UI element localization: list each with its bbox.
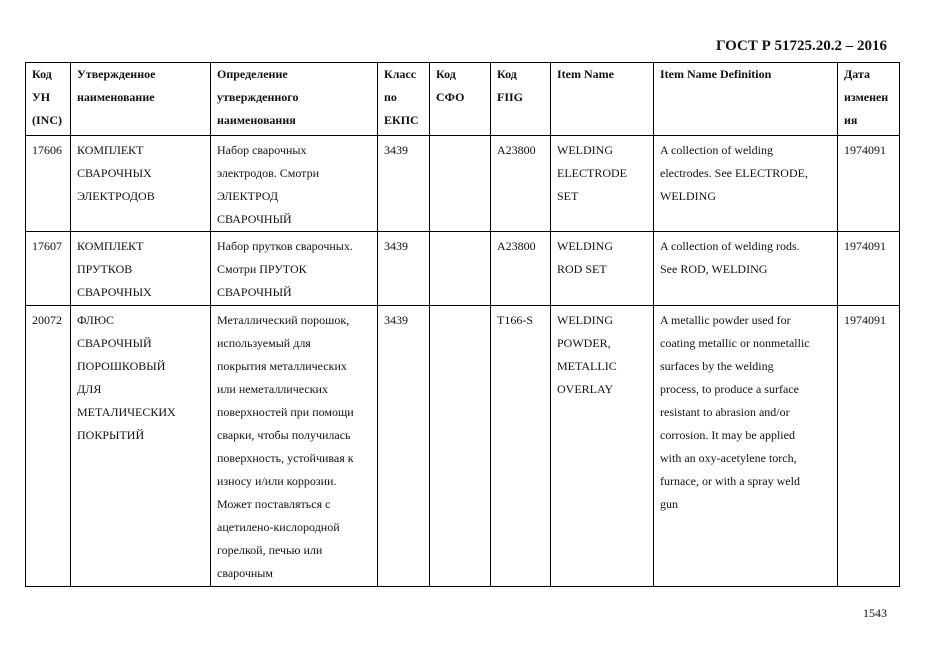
item-name-cell <box>551 306 654 587</box>
table-row <box>26 306 900 587</box>
cell-line: поверхность, устойчивая к <box>217 451 354 465</box>
cell-line: (INC) <box>32 113 62 127</box>
change-date-cell <box>838 232 900 306</box>
cell-line: SET <box>557 189 579 203</box>
cell-line: resistant to abrasion and/or <box>660 405 790 419</box>
cell-line: Код <box>497 67 517 81</box>
cell-line: 17607 <box>32 239 62 253</box>
cell-line: МЕТАЛИЧЕСКИХ <box>77 405 176 419</box>
cell-line: СВАРОЧНЫХ <box>77 166 152 180</box>
change-date-cell <box>838 306 900 587</box>
approved-name-cell <box>71 136 211 232</box>
cell-line: 20072 <box>32 313 62 327</box>
cell-line: 1974091 <box>844 143 886 157</box>
item-definition-cell <box>654 136 838 232</box>
item-name-cell <box>551 232 654 306</box>
cell-line: A collection of welding <box>660 143 773 157</box>
cell-line: Item Name Definition <box>660 67 772 81</box>
approved-name-cell <box>71 232 211 306</box>
header-change-date <box>838 63 900 136</box>
cell-line: 1974091 <box>844 239 886 253</box>
cell-line: ДЛЯ <box>77 382 102 396</box>
item-name-cell <box>551 136 654 232</box>
header-name-definition <box>211 63 378 136</box>
cell-line: наименования <box>217 113 296 127</box>
cell-line: по <box>384 90 397 104</box>
cell-line: ELECTRODE <box>557 166 627 180</box>
cell-line: POWDER, <box>557 336 611 350</box>
cell-line: A23800 <box>497 143 536 157</box>
cell-line: ПОРОШКОВЫЙ <box>77 359 166 373</box>
cell-line: УН <box>32 90 51 104</box>
cell-line: WELDING <box>557 143 613 157</box>
cell-line: OVERLAY <box>557 382 614 396</box>
cell-line: утвержденного <box>217 90 299 104</box>
cell-line: покрытия металлических <box>217 359 347 373</box>
cell-line: СВАРОЧНЫЙ <box>217 285 292 299</box>
cell-line: corrosion. It may be applied <box>660 428 795 442</box>
ekps-class-cell <box>378 306 430 587</box>
inc-code-cell <box>26 136 71 232</box>
cell-line: СВАРОЧНЫЙ <box>77 336 152 350</box>
cell-line: A metallic powder used for <box>660 313 791 327</box>
cell-line: ия <box>844 113 858 127</box>
cell-line: ROD SET <box>557 262 607 276</box>
header-fiig-code <box>491 63 551 136</box>
cell-line: Дата <box>844 67 870 81</box>
cell-line: Набор прутков сварочных. <box>217 239 353 253</box>
cell-line: 3439 <box>384 313 408 327</box>
cell-line: 17606 <box>32 143 62 157</box>
definition-cell <box>211 232 378 306</box>
cell-line: Код <box>32 67 52 81</box>
header-item-name-definition <box>654 63 838 136</box>
cell-line: горелкой, печью или <box>217 543 323 557</box>
cell-line: Определение <box>217 67 288 81</box>
item-definition-cell <box>654 232 838 306</box>
header-approved-name <box>71 63 211 136</box>
ekps-class-cell <box>378 136 430 232</box>
sfo-code-cell <box>430 232 491 306</box>
cell-line: ЭЛЕКТРОДОВ <box>77 189 155 203</box>
inc-code-cell <box>26 306 71 587</box>
cell-line: FIIG <box>497 90 524 104</box>
cell-line: поверхностей при помощи <box>217 405 354 419</box>
definition-cell <box>211 136 378 232</box>
cell-line: with an oxy-acetylene torch, <box>660 451 797 465</box>
header-ekps-class <box>378 63 430 136</box>
fiig-code-cell <box>491 306 551 587</box>
cell-line: WELDING <box>660 189 716 203</box>
page-number: 1543 <box>863 606 887 620</box>
cell-line: T166-S <box>497 313 533 327</box>
cell-line: Код <box>436 67 456 81</box>
cell-line: coating metallic or nonmetallic <box>660 336 810 350</box>
item-definition-cell <box>654 306 838 587</box>
cell-line: сварки, чтобы получилась <box>217 428 351 442</box>
cell-line: сварочным <box>217 566 273 580</box>
approved-name-cell <box>71 306 211 587</box>
sfo-code-cell <box>430 306 491 587</box>
fiig-code-cell <box>491 136 551 232</box>
cell-line: изменен <box>844 90 889 104</box>
catalog-table <box>25 62 900 587</box>
definition-cell <box>211 306 378 587</box>
header-sfo-code <box>430 63 491 136</box>
cell-line: СВАРОЧНЫЙ <box>217 212 292 226</box>
cell-line: Может поставляться с <box>217 497 331 511</box>
cell-line: process, to produce a surface <box>660 382 799 396</box>
cell-line: электродов. Смотри <box>217 166 319 180</box>
cell-line: METALLIC <box>557 359 617 373</box>
cell-line: Набор сварочных <box>217 143 307 157</box>
table-row <box>26 136 900 232</box>
cell-line: ацетилено-кислородной <box>217 520 340 534</box>
cell-line: Металлический порошок, <box>217 313 350 327</box>
cell-line: 3439 <box>384 143 408 157</box>
cell-line: furnace, or with a spray weld <box>660 474 800 488</box>
cell-line: используемый для <box>217 336 311 350</box>
cell-line: WELDING <box>557 313 613 327</box>
cell-line: КОМПЛЕКТ <box>77 143 144 157</box>
cell-line: наименование <box>77 90 155 104</box>
cell-line: electrodes. See ELECTRODE, <box>660 166 808 180</box>
cell-line: Смотри ПРУТОК <box>217 262 307 276</box>
cell-line: ПРУТКОВ <box>77 262 133 276</box>
cell-line: или неметаллических <box>217 382 328 396</box>
cell-line: Item Name <box>557 67 614 81</box>
change-date-cell <box>838 136 900 232</box>
table-header-row <box>26 63 900 136</box>
cell-line: 3439 <box>384 239 408 253</box>
cell-line: Класс <box>384 67 417 81</box>
sfo-code-cell <box>430 136 491 232</box>
cell-line: WELDING <box>557 239 613 253</box>
cell-line: СВАРОЧНЫХ <box>77 285 152 299</box>
cell-line: Утвержденное <box>77 67 156 81</box>
ekps-class-cell <box>378 232 430 306</box>
cell-line: ФЛЮС <box>77 313 115 327</box>
cell-line: ЭЛЕКТРОД <box>217 189 279 203</box>
cell-line: 1974091 <box>844 313 886 327</box>
cell-line: СФО <box>436 90 465 104</box>
header-item-name <box>551 63 654 136</box>
standard-title: ГОСТ Р 51725.20.2 – 2016 <box>715 38 887 54</box>
cell-line: КОМПЛЕКТ <box>77 239 144 253</box>
cell-line: gun <box>660 497 678 511</box>
cell-line: surfaces by the welding <box>660 359 774 373</box>
table-row <box>26 232 900 306</box>
inc-code-cell <box>26 232 71 306</box>
cell-line: A23800 <box>497 239 536 253</box>
cell-line: износу и/или коррозии. <box>217 474 337 488</box>
cell-line: ЕКПС <box>384 113 419 127</box>
header-inc-code <box>26 63 71 136</box>
cell-line: A collection of welding rods. <box>660 239 800 253</box>
cell-line: See ROD, WELDING <box>660 262 768 276</box>
fiig-code-cell <box>491 232 551 306</box>
cell-line: ПОКРЫТИЙ <box>77 428 145 442</box>
